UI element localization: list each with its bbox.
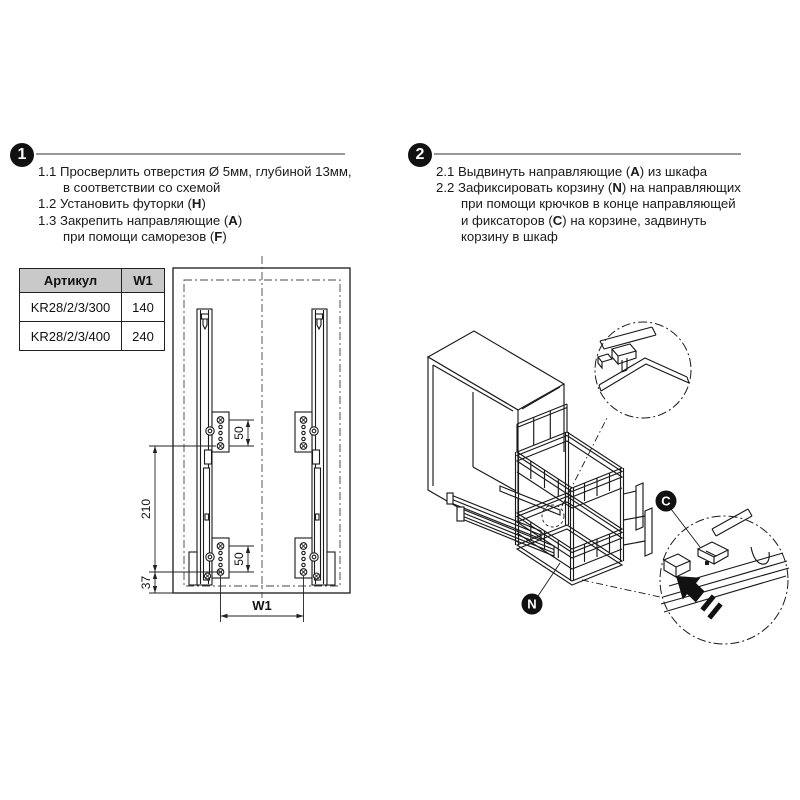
label-basket-n (522, 563, 561, 615)
column-header: Артикул (20, 269, 122, 293)
instruction-line: 1.2 Установить футорки (H) (38, 196, 206, 212)
dim-w1: W1 (252, 598, 272, 613)
cabinet-assembly-illustration (428, 322, 789, 644)
instruction-line: и фиксаторов (C) на корзине, задвинуть (461, 212, 707, 228)
step-2-badge: 2 (408, 143, 432, 167)
detail-circle-fixator (660, 509, 789, 644)
instruction-line: при помощи крючков в конце направляющей (461, 196, 736, 212)
basket-hook-plates (624, 483, 653, 556)
instruction-line: 1.3 Закрепить направляющие (A) (38, 212, 243, 228)
w1-cell: 240 (122, 322, 165, 351)
rail-foot-plate (189, 552, 197, 585)
basket (516, 404, 653, 585)
dim-50-bottom: 50 (232, 552, 246, 566)
detail-circle-hook (595, 322, 691, 418)
article-cell: KR28/2/3/400 (20, 322, 122, 351)
svg-text:N: N (527, 596, 537, 612)
dim-50-top: 50 (232, 426, 246, 440)
w1-cell: 140 (122, 293, 165, 322)
instruction-line: при помощи саморезов (F) (63, 228, 227, 244)
basket-tier-upper (517, 432, 622, 508)
instruction-line: в соответствии со схемой (63, 180, 221, 196)
article-cell: KR28/2/3/300 (20, 293, 122, 322)
fixator-clip (698, 542, 728, 564)
instruction-line: корзину в шкаф (461, 228, 558, 244)
step-1-badge: 1 (10, 143, 34, 167)
dim-210: 210 (139, 498, 153, 520)
leader-bottom-detail (582, 580, 660, 597)
label-fixator-c (656, 491, 701, 548)
dim-37: 37 (139, 575, 153, 590)
instruction-line: 1.1 Просверлить отверстия Ø 5мм, глубиной 13мм, (38, 164, 352, 179)
mounting-schematic (139, 256, 350, 622)
instruction-line: 2.2 Зафиксировать корзину (N) на направляющих (436, 180, 741, 196)
column-header: W1 (122, 269, 165, 293)
instruction-line: 2.1 Выдвинуть направляющие (A) из шкафа (436, 164, 708, 179)
svg-text:C: C (661, 493, 671, 509)
rail-end-cap (664, 554, 690, 577)
